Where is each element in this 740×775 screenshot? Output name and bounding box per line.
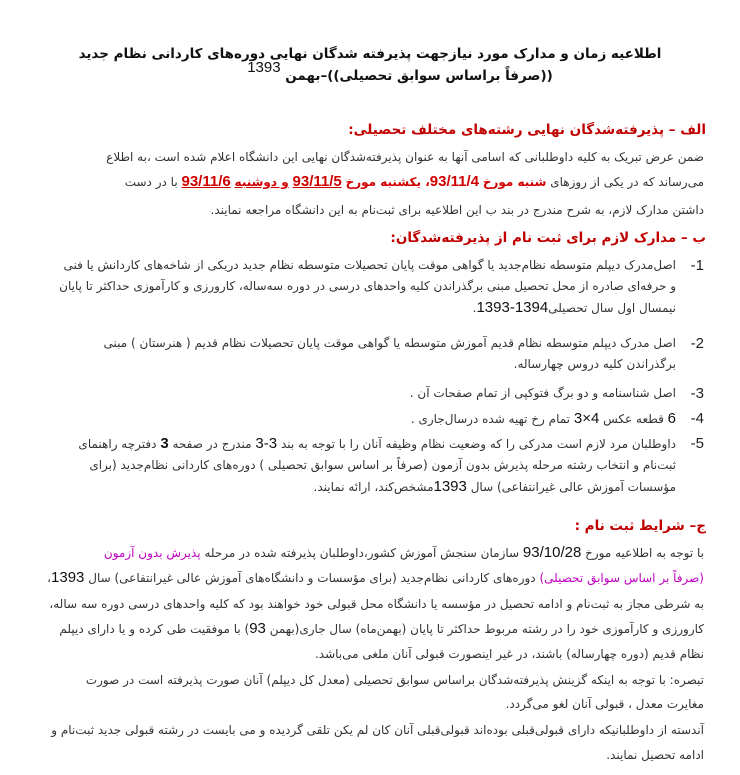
item-1-line-2: و حرفه‌ای صادره از محل تحصیل مبنی برگذراندن کلیه واحدهای درسی در دوره سه‌ساله، کارورزی و کارآموزی حداکثر تا پایان [59,279,676,293]
section-jim-line-2 [16,568,704,588]
section-jim-line-8: آندسته از داوطلبانیکه دارای قبولی‌قبلی بوده‌اند قبولی‌قبلی آنان کان لم یکن تلقی گردیده و می بایست در رشته قبولی جدید ثبت‌نام و [51,723,704,737]
item-5-text-e: مشخص‌کند، ارائه نمایند. [313,480,434,494]
section-be-heading: ب – مدارک لازم برای ثبت نام از پذیرفته‌شدگان: [390,230,706,246]
section-jim-line-4 [16,619,704,639]
item-5-text-c: دفترچه راهنمای [78,437,157,451]
item-5-clause: 3-3 [255,435,278,452]
jim-line2-a: دوره‌های کاردانی نظام‌جدید (برای مؤسسات و دانشگاه‌های آموزش عالی غیرانتفاعی) سال [88,571,536,585]
item-1-line-3 [16,297,676,319]
section-jim-note-line-2: مغایرت معدل ، قبولی آنان لغو می‌گردد. [505,697,704,711]
requirement-item-4 [16,408,704,430]
jim-bahman-year: 93 [249,620,266,637]
date-monday: 93/11/6 [181,173,231,190]
date-label-sunday: ، یکشنبه مورخ [345,175,430,189]
item-1-academic-years: 1394-1393 [476,299,549,316]
jim-year: 1393 [51,569,85,586]
section-alef-line-3: داشتن مدارک لازم، به شرح مندرج در بند ب این اطلاعیه برای ثبت‌نام به این دانشگاه مراجعه نمایند. [210,203,704,217]
item-4-text-b: تمام رخ تهیه شده درسال‌جاری . [410,412,571,426]
item-1-line-1: اصل‌مدرک دیپلم متوسطه نظام‌جدید یا گواهی موقت پایان تحصیلات متوسطه نظام جدید دریکی از شاخه‌های کاردانش یا فنی [63,258,676,272]
item-3-line-1: اصل شناسنامه و دو برگ فتوکپی از تمام صفحات آن . [409,386,676,400]
item-1-line-3-text: نیمسال اول سال تحصیلی [548,301,676,315]
requirement-item-5 [16,433,704,498]
item-5-line-3 [16,476,676,498]
date-saturday: 93/11/4 [429,173,479,190]
requirement-item-3 [16,383,704,404]
item-4-line-1 [16,408,676,430]
requirement-item-2 [16,333,704,375]
item-5-line-2: ثبت‌نام و انتخاب رشته مرحله پذیرش بدون آزمون (صرفاً بر اساس سوابق تحصیلی ) دوره‌های کاردانی نظام‌جدید (برای [89,458,676,472]
alef-line2-start: می‌رساند که در یکی از روزهای [550,175,704,189]
item-5-page: 3 [160,435,169,452]
section-jim-line-1 [16,543,704,563]
jim-line4-a: کارورزی و کارآموزی خود را در رشته مربوط حداکثر تا پایان (بهمن‌ماه) سال جاری(بهمن [269,622,704,636]
requirement-item-1 [16,255,704,319]
item-2-line-1: اصل مدرک دیپلم متوسطه نظام قدیم آموزش متوسطه یا گواهی موقت پایان تحصیلات نظام قدیم ( هنرستان ) مبنی [103,336,676,350]
item-5-text-d: مؤسسات آموزش عالی غیرانتفاعی) سال [470,480,676,494]
item-5-year: 1393 [433,478,467,495]
date-label-monday: و دوشنبه [234,175,289,189]
jim-admission-basis: (صرفاً بر اساس سوابق تحصیلی) [539,571,704,585]
jim-line1-a: با توجه به اطلاعیه مورخ [585,546,704,560]
alef-line2-end: با در دست [124,175,178,189]
jim-line2-b: ، [47,571,52,585]
section-jim-line-3: به شرطی مجاز به ثبت‌نام و ادامه تحصیل در مؤسسه یا دانشگاه محل قبولی خود خواهند بود که کلیه واحدهای درسی دوره سه ساله، [49,597,704,611]
title-line-1: اطلاعیه زمان و مدارک مورد نیازجهت پذیرفته شدگان نهایی دوره‌های کاردانی نظام جدید [78,46,662,62]
title-line-2-text: ((صرفاً براساس سوابق تحصیلی))–بهمن [285,68,553,84]
jim-line4-b: ) با موفقیت طی کرده و یا دارای دیپلم [59,622,250,636]
item-number: 2- [690,335,704,352]
item-4-photo-count: 6 [667,410,676,427]
item-5-text-a: داوطلبان مرد لازم است مدرکی را که وضعیت نظام وظیفه آنان را با توجه به بند [280,437,676,451]
section-alef-line-2 [16,172,704,192]
section-jim-note-line-1: تبصره: با توجه به اینکه گزینش پذیرفته‌شدگان براساس سوابق تحصیلی (معدل کل دیپلم) آنان صورت پذیرفته است در صورت [85,673,704,687]
item-number: 5- [690,435,704,452]
section-jim-heading [20,516,706,536]
title-year: 1393 [247,59,281,76]
item-4-text-a: قطعه عکس [603,412,664,426]
section-jim-line-5: نظام قدیم (دوره چهارساله) باشند، در غیر اینصورت قبولی آنان ملغی می‌باشد. [314,647,704,661]
jim-admission-type: پذیرش بدون آزمون [103,546,201,560]
date-sunday: 93/11/5 [292,173,342,190]
item-4-photo-size: 4×3 [573,410,600,427]
section-alef-heading: الف – پذیرفته‌شدگان نهایی رشته‌های مختلف تحصیلی: [348,122,706,138]
section-jim-heading-text: ج– شرایط ثبت نام : [574,518,706,534]
date-label-saturday: شنبه مورخ [482,175,547,189]
jim-line1-b: سازمان سنجش آموزش کشور،داوطلبان پذیرفته شده در مرحله [204,546,520,560]
item-number: 3- [690,385,704,402]
section-alef-line-1: ضمن عرض تبریک به کلیه داوطلبانی که اسامی آنها به عنوان پذیرفته‌شدگان نهایی این دانشگاه اعلام شده است ،به اطلاع [106,150,704,164]
item-5-line-1 [16,433,676,455]
item-number: 1- [690,257,704,274]
item-1-line-3-end: . [472,301,477,315]
item-number: 4- [690,410,704,427]
section-jim-line-9: ادامه تحصیل نمایند. [606,748,704,762]
jim-announcement-date: 93/10/28 [522,544,582,561]
item-5-text-b: مندرج در صفحه [172,437,252,451]
item-2-line-2: برگذراندن کلیه دروس چهارساله. [513,357,676,371]
title-line-2 [30,59,710,86]
